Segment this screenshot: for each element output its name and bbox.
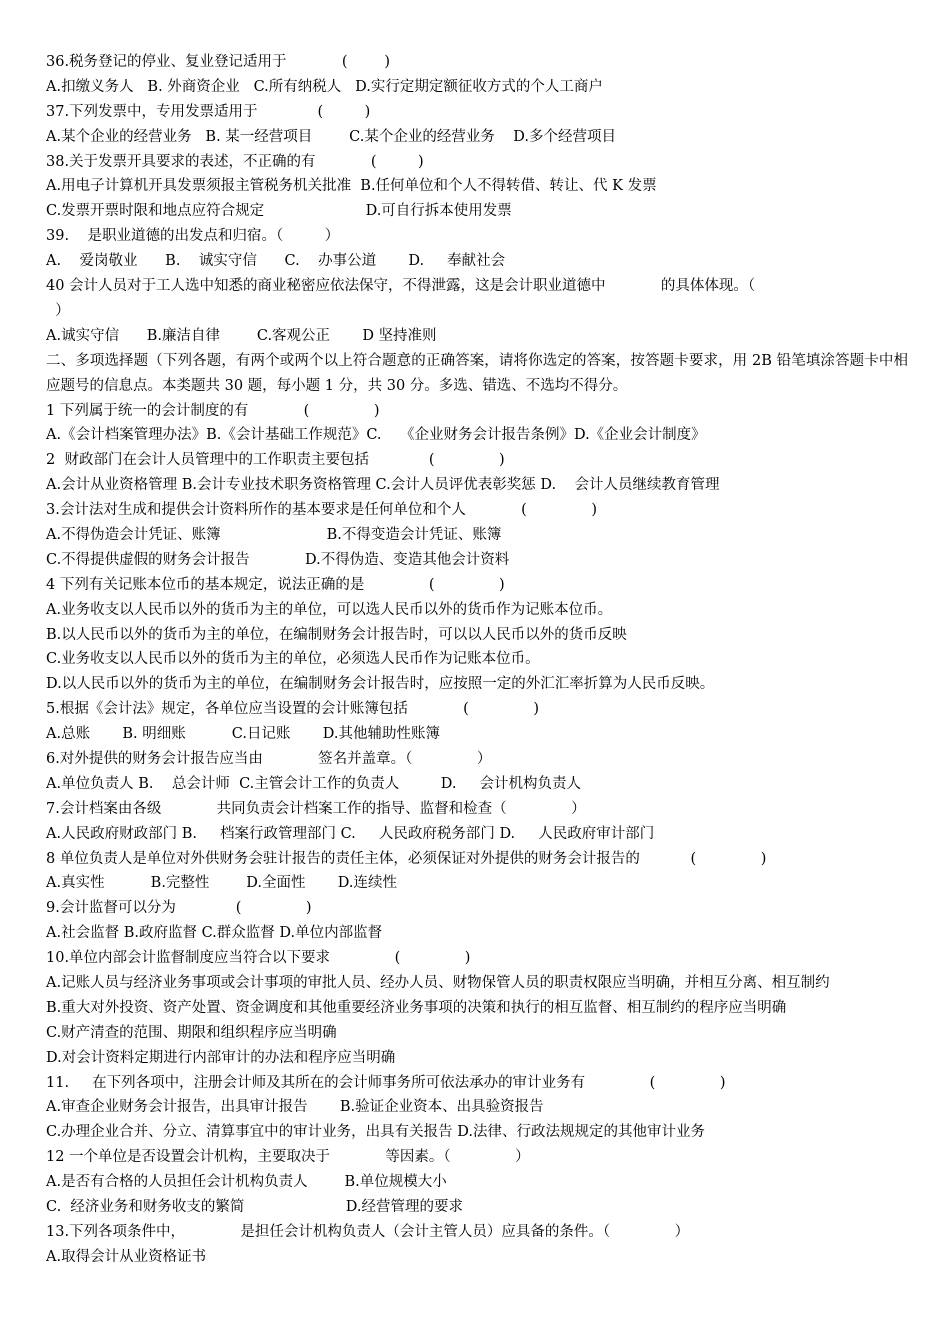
question-39: 39. 是职业道德的出发点和归宿。（ ） [46,228,340,245]
mc-question-4: 4 下列有关记账本位币的基本规定，说法正确的是 ( ) [46,576,505,593]
mc-options-9: A.社会监督 B.政府监督 C.群众监督 D.单位内部监督 [46,925,383,942]
options-39: A. 爱岗敬业 B. 诚实守信 C. 办事公道 D. 奉献社会 [46,253,506,270]
mc-question-3: 3.会计法对生成和提供会计资料所作的基本要求是任何单位和个人 ( ) [46,502,597,519]
mc-options-7: A.人民政府财政部门 B. 档案行政管理部门 C. 人民政府税务部门 D. 人民政府审计部门 [46,825,655,842]
mc-options-3-cd: C.不得提供虚假的财务会计报告 D.不得伪造、变造其他会计资料 [46,551,510,568]
mc-options-12-ab: A.是否有合格的人员担任会计机构负责人 B.单位规模大小 [46,1174,447,1191]
mc-option-13a: A.取得会计从业资格证书 [46,1248,207,1265]
mc-question-7: 7.会计档案由各级 共同负责会计档案工作的指导、监督和检查（ ） [46,800,586,817]
question-40-cont: ） [46,302,70,319]
question-37: 37.下列发票中，专用发票适用于 ( ) [46,103,371,120]
question-40: 40 会计人员对于工人选中知悉的商业秘密应依法保守，不得泄露，这是会计职业道德中 的具体体现。（ [46,278,756,295]
mc-option-4c: C.业务收支以人民币以外的货币为主的单位，必须选人民币作为记账本位币。 [46,651,540,668]
mc-question-13: 13.下列各项条件中， 是担任会计机构负责人（会计主管人员）应具备的条件。（ ） [46,1223,690,1240]
mc-question-11: 11. 在下列各项中，注册会计师及其所在的会计师事务所可依法承办的审计业务有 ( ) [46,1074,726,1091]
options-40: A.诚实守信 B.廉洁自律 C.客观公正 D 坚持准则 [46,327,437,344]
options-38-ab: A.用电子计算机开具发票须报主管税务机关批准 B.任何单位和个人不得转借、转让、代 K 发票 [46,178,657,195]
mc-question-5: 5.根据《会计法》规定，各单位应当设置的会计账簿包括 ( ) [46,701,539,718]
mc-question-1: 1 下列属于统一的会计制度的有 ( ) [46,402,380,419]
mc-option-4b: B.以人民币以外的货币为主的单位，在编制财务会计报告时，可以以人民币以外的货币反映 [46,626,627,643]
mc-question-10: 10.单位内部会计监督制度应当符合以下要求 ( ) [46,950,471,967]
mc-options-2: A.会计从业资格管理 B.会计专业技术职务资格管理 C.会计人员评优表彰奖惩 D. 会计人员继续教育管理 [46,477,720,494]
mc-option-4d: D.以人民币以外的货币为主的单位，在编制财务会计报告时，应按照一定的外汇汇率折算为人民币反映。 [46,676,715,693]
mc-option-10c: C.财产清查的范围、期限和组织程序应当明确 [46,1024,337,1041]
mc-options-11-ab: A.审查企业财务会计报告，出具审计报告 B.验证企业资本、出具验资报告 [46,1099,544,1116]
options-37: A.某个企业的经营业务 B. 某一经营项目 C.某个企业的经营业务 D.多个经营项目 [46,128,616,145]
mc-question-6: 6.对外提供的财务会计报告应当由 签名并盖章。（ ） [46,750,492,767]
mc-option-10b: B.重大对外投资、资产处置、资金调度和其他重要经济业务事项的决策和执行的相互监督、相互制约的程序应当明确 [46,999,787,1016]
mc-question-2: 2 财政部门在会计人员管理中的工作职责主要包括 ( ) [46,452,505,469]
mc-option-4a: A.业务收支以人民币以外的货币为主的单位，可以选人民币以外的货币作为记账本位币。 [46,601,613,618]
mc-options-11-cd: C.办理企业合并、分立、清算事宜中的审计业务，出具有关报告 D.法律、行政法规规定的其他审计业务 [46,1124,706,1141]
section-heading-multiple-choice: 二、多项选择题（下列各题，有两个或两个以上符合题意的正确答案，请将你选定的答案，按答题卡要求，用 2B 铅笔填涂答题卡中相应题号的信息点。本类题共 30 题，每小题 1 分，共 30 分。多选、错选、不选均不得分。 [46,352,908,394]
options-36: A.扣缴义务人 B. 外商资企业 C.所有纳税人 D.实行定期定额征收方式的个人工商户 [46,78,603,95]
question-38: 38.关于发票开具要求的表述，不正确的有 ( ) [46,153,424,170]
document-page [46,50,908,1270]
mc-question-8: 8 单位负责人是单位对外供财务会驻计报告的责任主体，必须保证对外提供的财务会计报告的 ( ) [46,850,767,867]
mc-options-8: A.真实性 B.完整性 D.全面性 D.连续性 [46,875,398,892]
mc-options-3-ab: A.不得伪造会计凭证、账簿 B.不得变造会计凭证、账簿 [46,526,502,543]
mc-options-12-cd: C. 经济业务和财务收支的繁简 D.经营管理的要求 [46,1199,464,1216]
mc-question-9: 9.会计监督可以分为 ( ) [46,900,312,917]
mc-options-5: A.总账 B. 明细账 C.日记账 D.其他辅助性账簿 [46,726,440,743]
options-38-cd: C.发票开票时限和地点应符合规定 D.可自行拆本使用发票 [46,203,512,220]
question-36: 36.税务登记的停业、复业登记适用于 ( ) [46,54,391,70]
mc-option-10d: D.对会计资料定期进行内部审计的办法和程序应当明确 [46,1049,396,1066]
mc-options-1: A.《会计档案管理办法》B.《会计基础工作规范》C. 《企业财务会计报告条例》D.《企业会计制度》 [46,427,706,444]
mc-options-6: A.单位负责人 B. 总会计师 C.主管会计工作的负责人 D. 会计机构负责人 [46,775,582,792]
mc-question-12: 12 一个单位是否设置会计机构，主要取决于 等因素。（ ） [46,1149,530,1166]
mc-option-10a: A.记账人员与经济业务事项或会计事项的审批人员、经办人员、财物保管人员的职责权限应当明确，并相互分离、相互制约 [46,974,830,991]
